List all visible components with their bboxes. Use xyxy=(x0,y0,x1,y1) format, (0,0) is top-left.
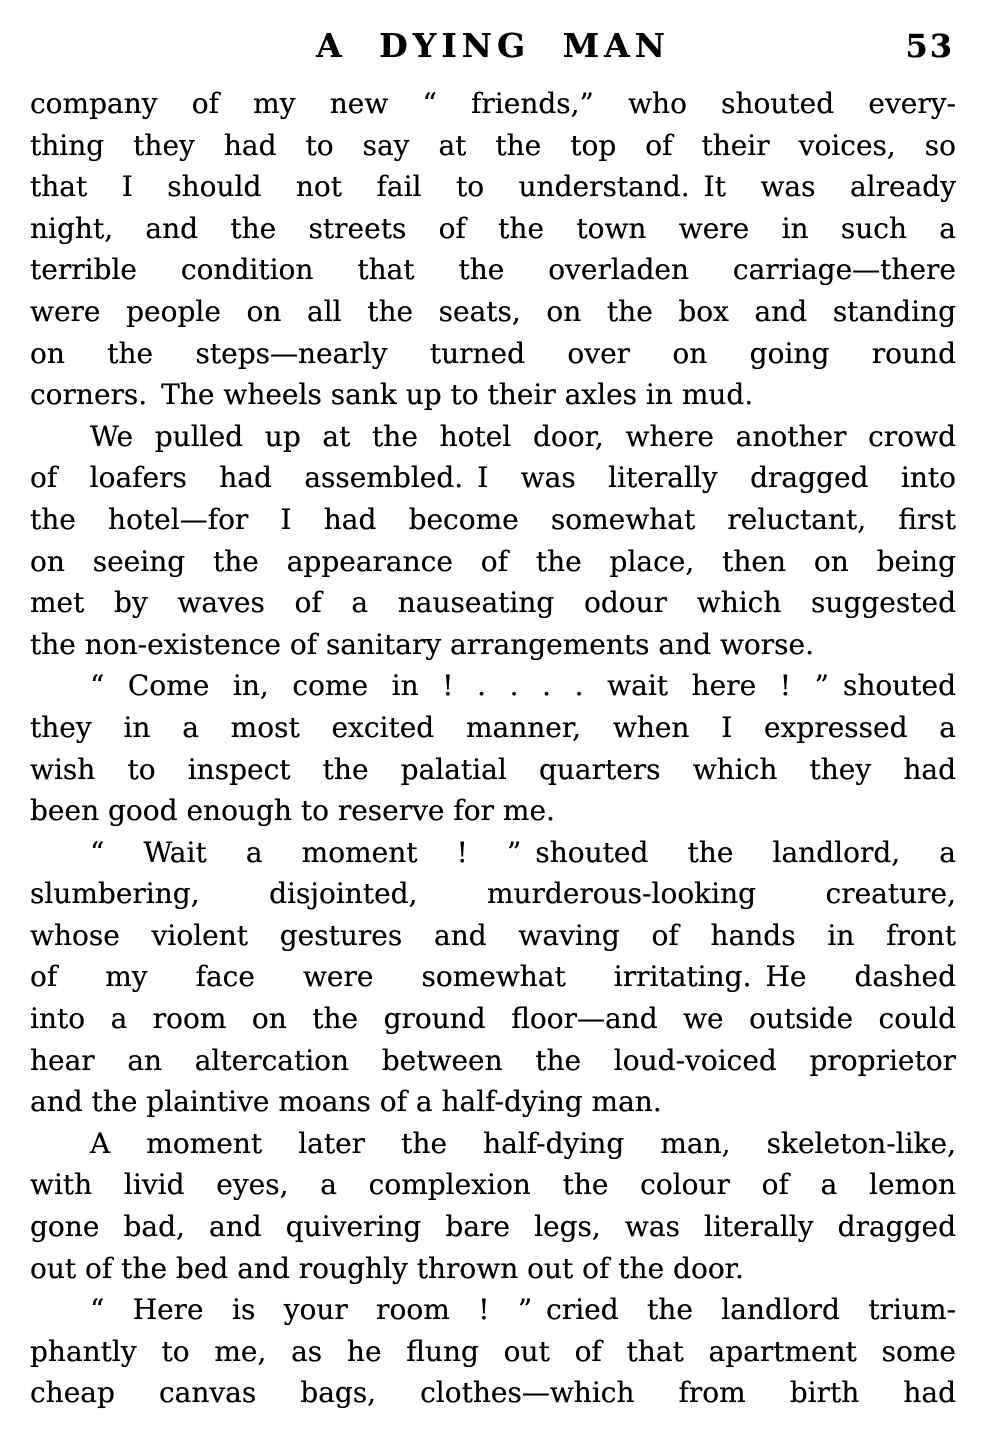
text-line: slumbering, disjointed, murderous-looking creature, xyxy=(30,877,956,911)
running-title: A DYING MAN xyxy=(316,26,670,65)
text-line: on the steps—nearly turned over on going round xyxy=(30,336,956,370)
text-line: of loafers had assembled. I was literally dragged into xyxy=(30,461,956,495)
text-line: were people on all the seats, on the box and standing xyxy=(30,294,956,328)
text-line: the hotel—for I had become somewhat reluctant, first xyxy=(30,502,956,536)
text-line: night, and the streets of the town were in such a xyxy=(30,211,956,245)
body-text xyxy=(30,83,956,1414)
text-line: “ Here is your room ! ” cried the landlord trium- xyxy=(90,1293,956,1327)
text-line: terrible condition that the overladen carriage—there xyxy=(30,253,956,287)
text-line: out of the bed and roughly thrown out of the door. xyxy=(30,1251,744,1285)
text-line: met by waves of a nauseating odour which suggested xyxy=(30,586,956,620)
page-number: 53 xyxy=(905,27,954,65)
text-line: and the plaintive moans of a half-dying man. xyxy=(30,1085,662,1119)
text-line: gone bad, and quivering bare legs, was literally dragged xyxy=(30,1210,956,1244)
text-line: wish to inspect the palatial quarters which they had xyxy=(30,752,956,786)
text-line: thing they had to say at the top of their voices, so xyxy=(30,128,956,162)
text-line: hear an altercation between the loud-voiced proprietor xyxy=(30,1043,956,1077)
text-line: phantly to me, as he flung out of that apartment some xyxy=(30,1334,956,1368)
text-line: whose violent gestures and waving of hands in front xyxy=(30,918,956,952)
text-line: We pulled up at the hotel door, where another crowd xyxy=(90,419,956,453)
text-line: the non-existence of sanitary arrangements and worse. xyxy=(30,627,815,661)
text-line: that I should not fail to understand. It was already xyxy=(30,170,956,204)
text-line: been good enough to reserve for me. xyxy=(30,794,555,828)
text-line: into a room on the ground floor—and we outside could xyxy=(30,1002,956,1036)
text-line: “ Wait a moment ! ” shouted the landlord, a xyxy=(90,835,956,869)
text-line: A moment later the half-dying man, skeleton-like, xyxy=(90,1126,956,1160)
text-line: company of my new “ friends,” who shouted every- xyxy=(30,87,956,120)
text-line: cheap canvas bags, clothes—which from birth had xyxy=(30,1376,956,1410)
text-line: on seeing the appearance of the place, then on being xyxy=(30,544,956,578)
page-header xyxy=(30,24,956,70)
text-line: with livid eyes, a complexion the colour of a lemon xyxy=(30,1168,956,1202)
text-line: of my face were somewhat irritating. He dashed xyxy=(30,960,956,994)
text-line: “ Come in, come in ! . . . . wait here ! ” shouted xyxy=(90,669,956,703)
text-line: corners. The wheels sank up to their axles in mud. xyxy=(30,378,754,412)
text-line: they in a most excited manner, when I expressed a xyxy=(30,710,956,744)
